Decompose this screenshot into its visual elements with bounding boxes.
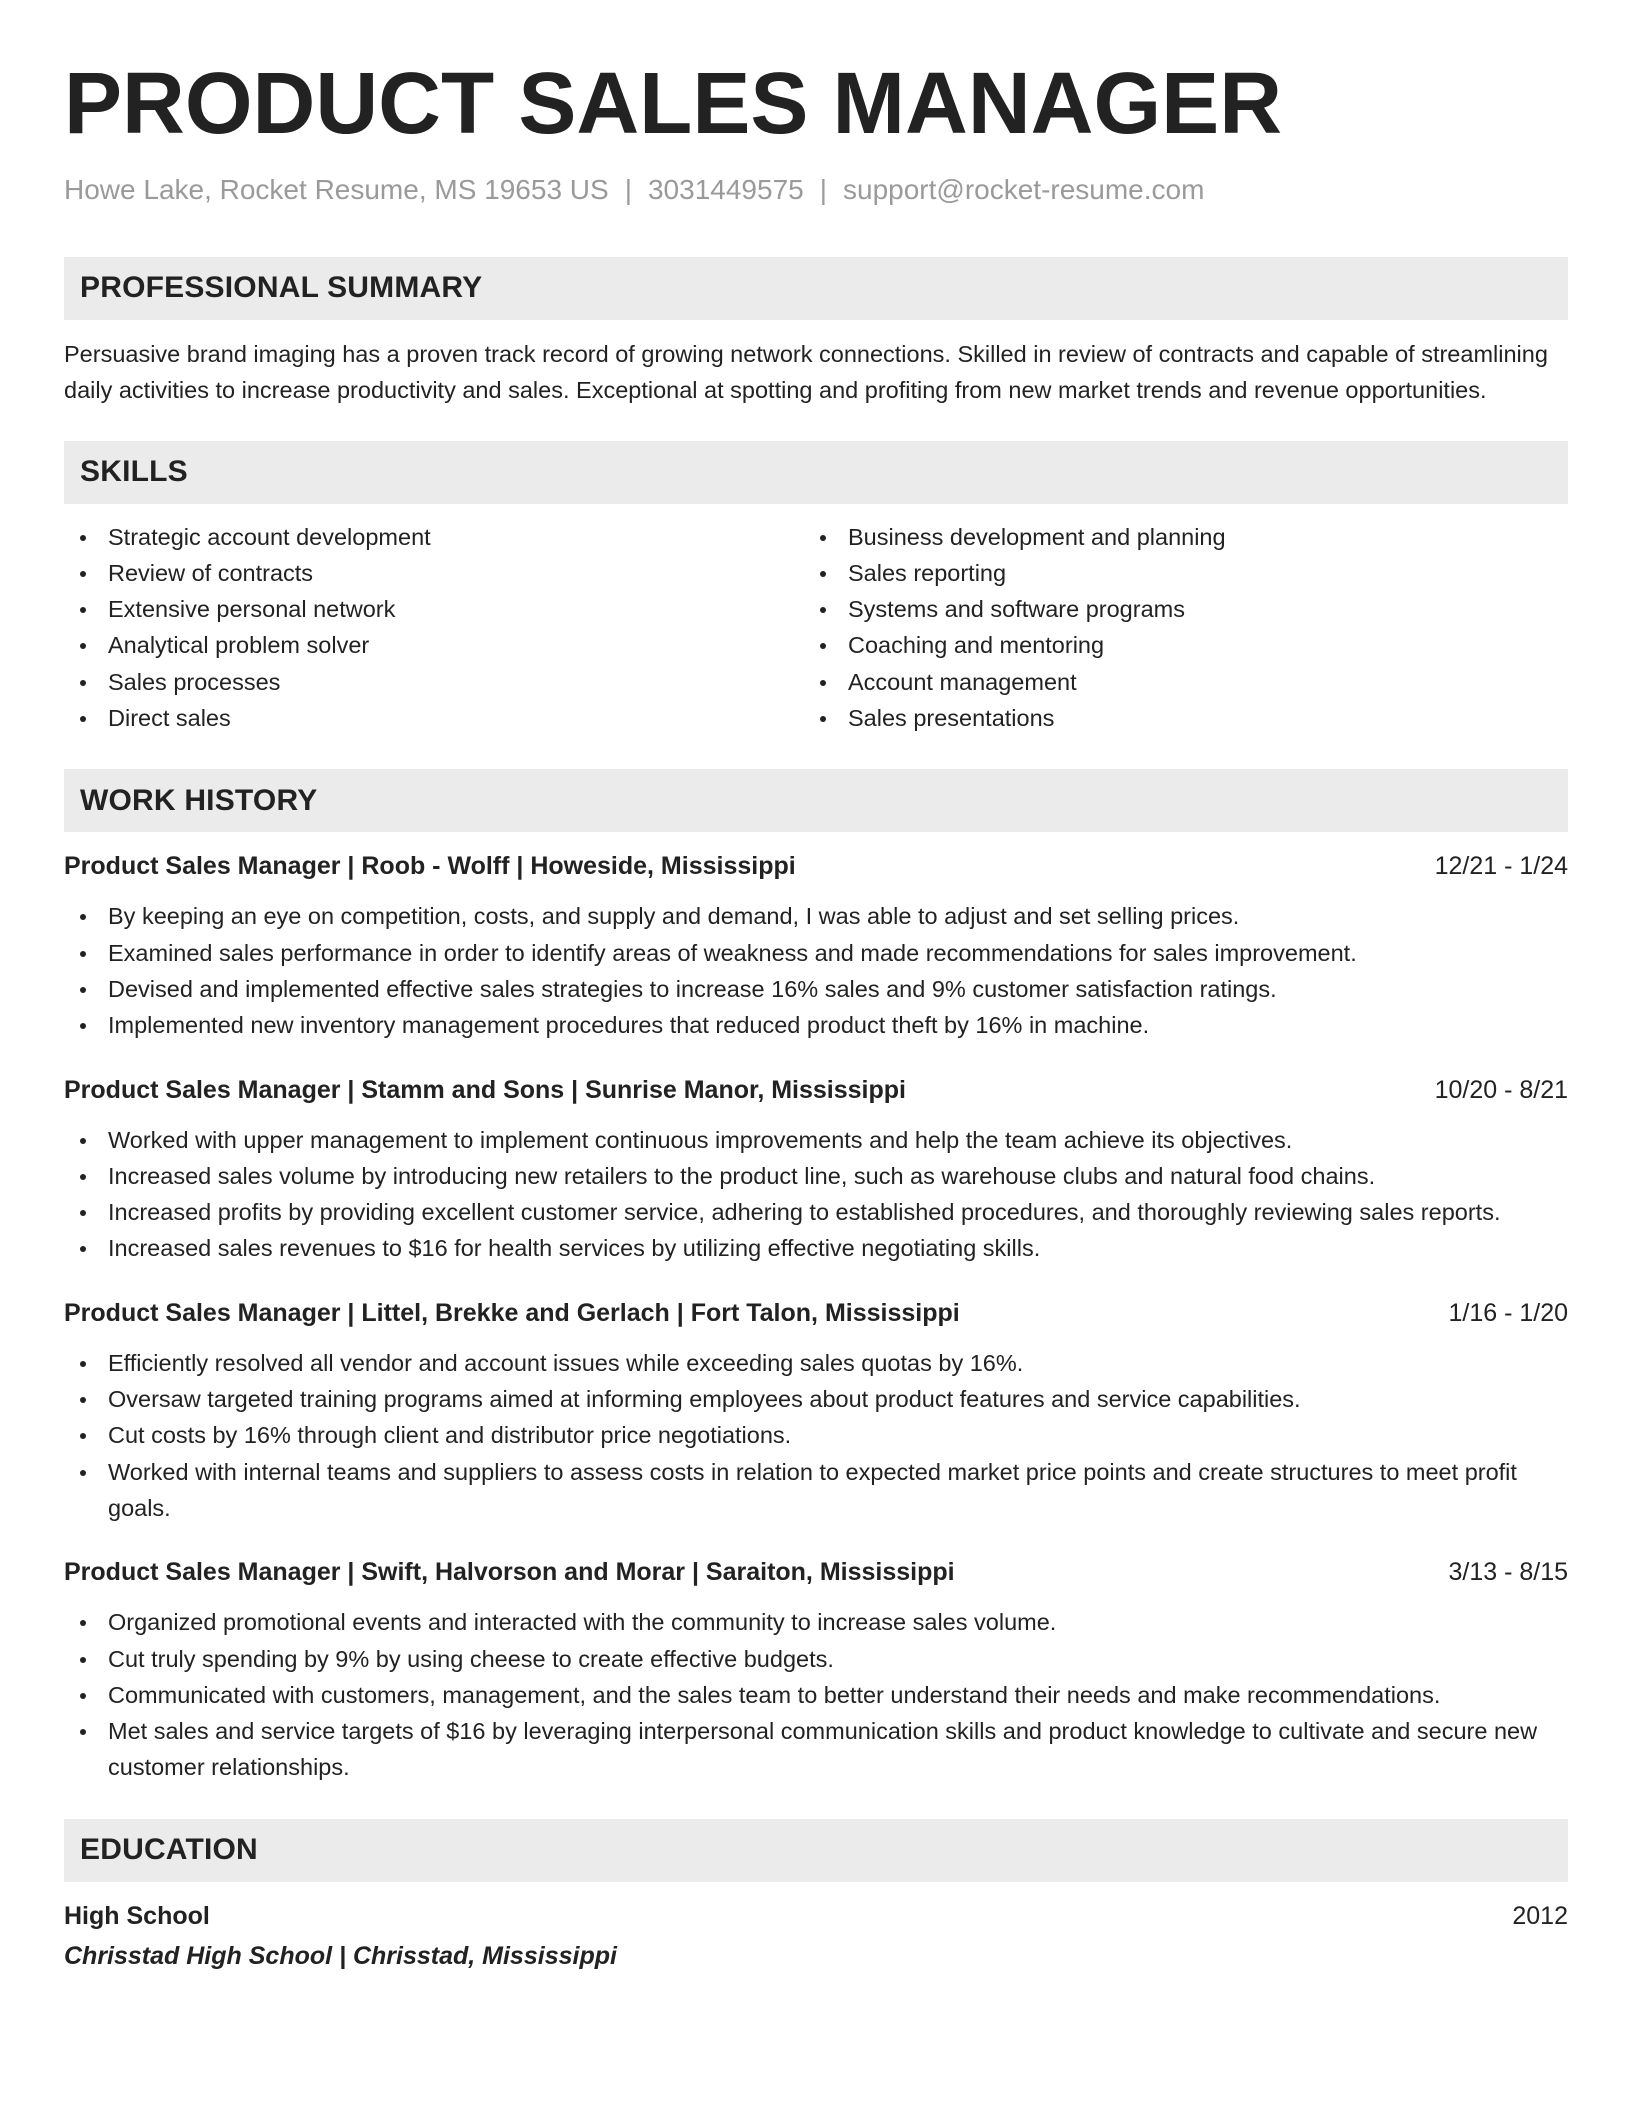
job-bullet: By keeping an eye on competition, costs, and supply and demand, I was able to adjust and set selling prices. <box>64 898 1568 934</box>
job-dates: 12/21 - 1/24 <box>1434 852 1568 881</box>
skill-item: Systems and software programs <box>804 591 1544 627</box>
candidate-title: PRODUCT SALES MANAGER <box>64 55 1283 152</box>
job-title: Product Sales Manager | Roob - Wolff | Howeside, Mississippi <box>64 852 796 881</box>
job-dates: 1/16 - 1/20 <box>1448 1298 1568 1327</box>
job-entry <box>64 1074 1568 1267</box>
job-bullet: Implemented new inventory management procedures that reduced product theft by 16% in machine. <box>64 1007 1568 1043</box>
job-header <box>64 1556 1568 1588</box>
job-bullet: Worked with upper management to implement continuous improvements and help the team achieve its objectives. <box>64 1122 1568 1158</box>
job-bullet: Communicated with customers, management, and the sales team to better understand their needs and make recommendations. <box>64 1677 1568 1713</box>
education-school: Chrisstad High School | Chrisstad, Mississippi <box>64 1941 617 1970</box>
skill-item: Sales reporting <box>804 555 1544 591</box>
education-header <box>64 1900 1568 1932</box>
education-year: 2012 <box>1512 1901 1568 1930</box>
job-bullet: Increased sales volume by introducing new retailers to the product line, such as warehouse clubs and natural food chains. <box>64 1158 1568 1194</box>
job-bullets <box>64 1345 1568 1526</box>
skills-column-left <box>64 519 804 737</box>
skill-item: Review of contracts <box>64 555 804 591</box>
job-bullet: Organized promotional events and interacted with the community to increase sales volume. <box>64 1604 1568 1640</box>
skill-item: Account management <box>804 664 1544 700</box>
contact-separator: | <box>624 174 632 205</box>
section-heading-summary: PROFESSIONAL SUMMARY <box>64 257 1568 320</box>
contact-phone: 3031449575 <box>647 174 804 205</box>
job-bullets <box>64 1604 1568 1785</box>
job-bullets <box>64 1122 1568 1267</box>
job-entry <box>64 1297 1568 1526</box>
job-header <box>64 1297 1568 1329</box>
job-bullet: Devised and implemented effective sales strategies to increase 16% sales and 9% customer satisfaction ratings. <box>64 971 1568 1007</box>
job-dates: 3/13 - 8/15 <box>1448 1558 1568 1587</box>
job-bullet: Examined sales performance in order to identify areas of weakness and made recommendations for sales improvement. <box>64 935 1568 971</box>
job-title: Product Sales Manager | Littel, Brekke and Gerlach | Fort Talon, Mississippi <box>64 1298 960 1327</box>
job-bullet: Oversaw targeted training programs aimed at informing employees about product features and service capabilities. <box>64 1381 1568 1417</box>
skills-column-right <box>804 519 1544 737</box>
education-degree: High School <box>64 1901 210 1930</box>
job-dates: 10/20 - 8/21 <box>1434 1075 1568 1104</box>
contact-address: Howe Lake, Rocket Resume, MS 19653 US <box>64 174 609 205</box>
job-entry <box>64 1556 1568 1785</box>
skill-item: Sales presentations <box>804 700 1544 736</box>
skill-item: Strategic account development <box>64 519 804 555</box>
skill-item: Sales processes <box>64 664 804 700</box>
job-title: Product Sales Manager | Stamm and Sons | Sunrise Manor, Mississippi <box>64 1075 906 1104</box>
education-entry <box>64 1900 1568 1972</box>
skill-item: Direct sales <box>64 700 804 736</box>
section-heading-education: EDUCATION <box>64 1819 1568 1882</box>
job-header <box>64 1074 1568 1106</box>
job-header <box>64 850 1568 882</box>
job-bullets <box>64 898 1568 1043</box>
job-bullet: Met sales and service targets of $16 by leveraging interpersonal communication skills and product knowledge to cultivate and secure new customer relationships. <box>64 1713 1568 1786</box>
job-bullet: Efficiently resolved all vendor and account issues while exceeding sales quotas by 16%. <box>64 1345 1568 1381</box>
job-title: Product Sales Manager | Swift, Halvorson and Morar | Saraiton, Mississippi <box>64 1558 955 1587</box>
section-heading-skills: SKILLS <box>64 441 1568 504</box>
section-heading-work-history: WORK HISTORY <box>64 769 1568 832</box>
job-entry <box>64 850 1568 1043</box>
summary-text: Persuasive brand imaging has a proven track record of growing network connections. Skilled in review of contracts and capable of streamlining daily activities to increase productivity and sales. Exceptional at spotting and profiting from new market trends and revenue opportunities. <box>64 340 1548 403</box>
skill-item: Analytical problem solver <box>64 627 804 663</box>
skills-list <box>64 519 1568 737</box>
job-bullet: Cut truly spending by 9% by using cheese to create effective budgets. <box>64 1641 1568 1677</box>
job-bullet: Increased sales revenues to $16 for health services by utilizing effective negotiating skills. <box>64 1230 1568 1266</box>
job-bullet: Cut costs by 16% through client and distributor price negotiations. <box>64 1417 1568 1453</box>
skill-item: Business development and planning <box>804 519 1544 555</box>
job-bullet: Worked with internal teams and suppliers to assess costs in relation to expected market price points and create structures to meet profit goals. <box>64 1454 1568 1527</box>
job-bullet: Increased profits by providing excellent customer service, adhering to established procedures, and thoroughly reviewing sales reports. <box>64 1194 1568 1230</box>
contact-line <box>64 173 1568 207</box>
skill-item: Extensive personal network <box>64 591 804 627</box>
skill-item: Coaching and mentoring <box>804 627 1544 663</box>
contact-email[interactable]: support@rocket-resume.com <box>843 174 1205 205</box>
contact-separator: | <box>819 174 827 205</box>
